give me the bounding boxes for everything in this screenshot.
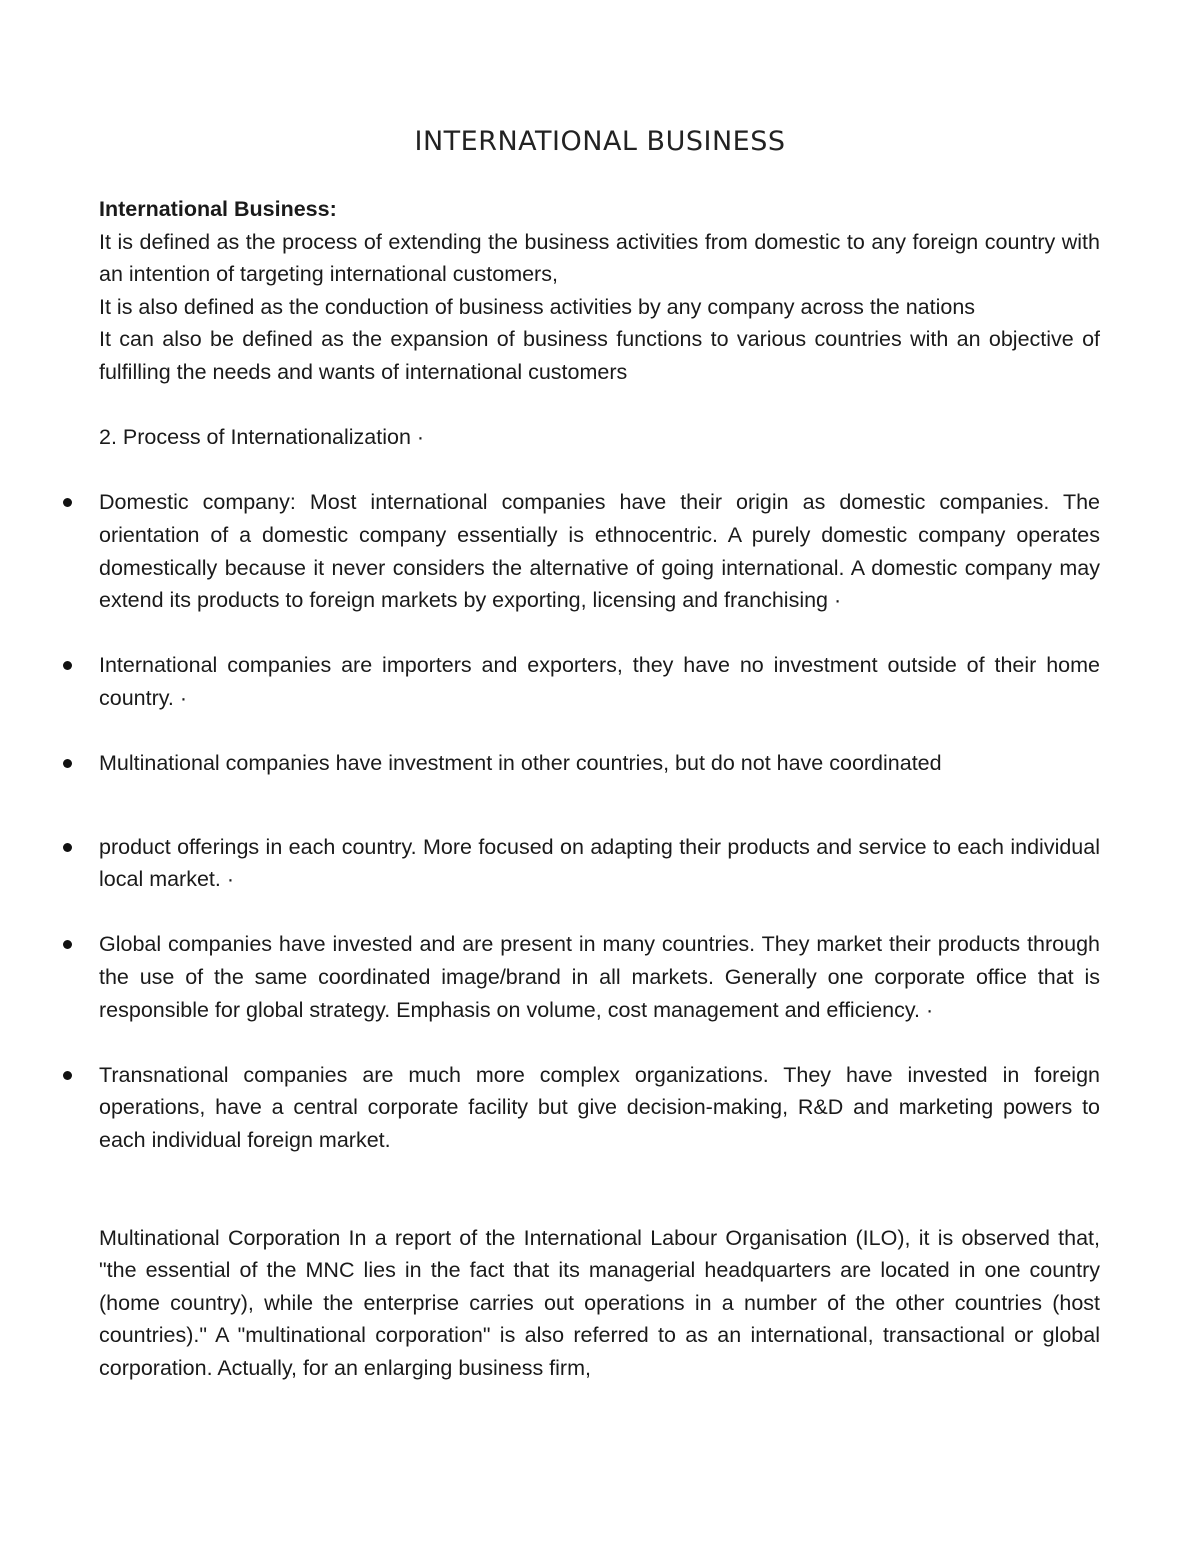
list-item-text: International companies are importers and exporters, they have no investment outside of their home country. · xyxy=(99,653,1100,710)
bullet-icon xyxy=(63,498,72,507)
list-item xyxy=(99,486,1100,616)
bullet-icon xyxy=(63,940,72,949)
section-heading: International Business: xyxy=(99,197,337,221)
definition-paragraph: It is defined as the process of extending the business activities from domestic to any foreign country with an intention of targeting international customers, xyxy=(99,229,1100,287)
list-item-text: Global companies have invested and are present in many countries. They market their products through the use of the same coordinated image/brand in all markets. Generally one corporate office that is responsible for global strategy. Emphasis on volume, cost management and efficiency. · xyxy=(99,932,1100,1022)
bullet-icon xyxy=(63,661,72,670)
spacer xyxy=(99,1157,1100,1222)
list-item xyxy=(99,928,1100,1026)
definition-paragraph: It is also defined as the conduction of business activities by any company across the nations xyxy=(99,294,976,319)
list-item xyxy=(99,649,1100,714)
bullet-icon xyxy=(63,759,72,768)
bullet-icon xyxy=(63,1071,72,1080)
list-item-text: Transnational companies are much more complex organizations. They have invested in foreign operations, have a central corporate facility but give decision-making, R&D and marketing powers to each individual foreign market. xyxy=(99,1062,1100,1153)
definition-paragraph: It can also be defined as the expansion of business functions to various countries with an objective of fulfilling the needs and wants of international customers xyxy=(99,327,1100,384)
spacer xyxy=(99,454,1100,487)
bullet-icon xyxy=(63,843,72,852)
list-item-text: product offerings in each country. More focused on adapting their products and service to each individual local market. · xyxy=(99,834,1100,892)
spacer xyxy=(99,389,1100,422)
document-title: INTERNATIONAL BUSINESS xyxy=(414,126,786,157)
mnc-paragraph: Multinational Corporation In a report of the International Labour Organisation (ILO), it is observed that, "the essential of the MNC lies in the fact that its managerial headquarters are located in one country (home country), while the enterprise carries out operations in a number of the other countries (host countries)." A "multinational corporation" is also referred to as an international, transactional or global corporation. Actually, for an enlarging business firm, xyxy=(99,1225,1100,1380)
list-item xyxy=(99,747,1100,780)
document-body xyxy=(99,193,1100,1385)
process-heading: 2. Process of Internationalization · xyxy=(99,425,425,450)
internationalization-list xyxy=(99,486,1100,1156)
list-item-text: Domestic company: Most international companies have their origin as domestic companies. The orientation of a domestic company essentially is ethnocentric. A purely domestic company operates domestically because it never considers the alternative of going international. A domestic company may extend its products to foreign markets by exporting, licensing and franchising · xyxy=(99,490,1100,613)
list-item-text: Multinational companies have investment in other countries, but do not have coordinated xyxy=(99,751,942,776)
list-item xyxy=(99,1059,1100,1157)
list-item xyxy=(99,831,1100,896)
